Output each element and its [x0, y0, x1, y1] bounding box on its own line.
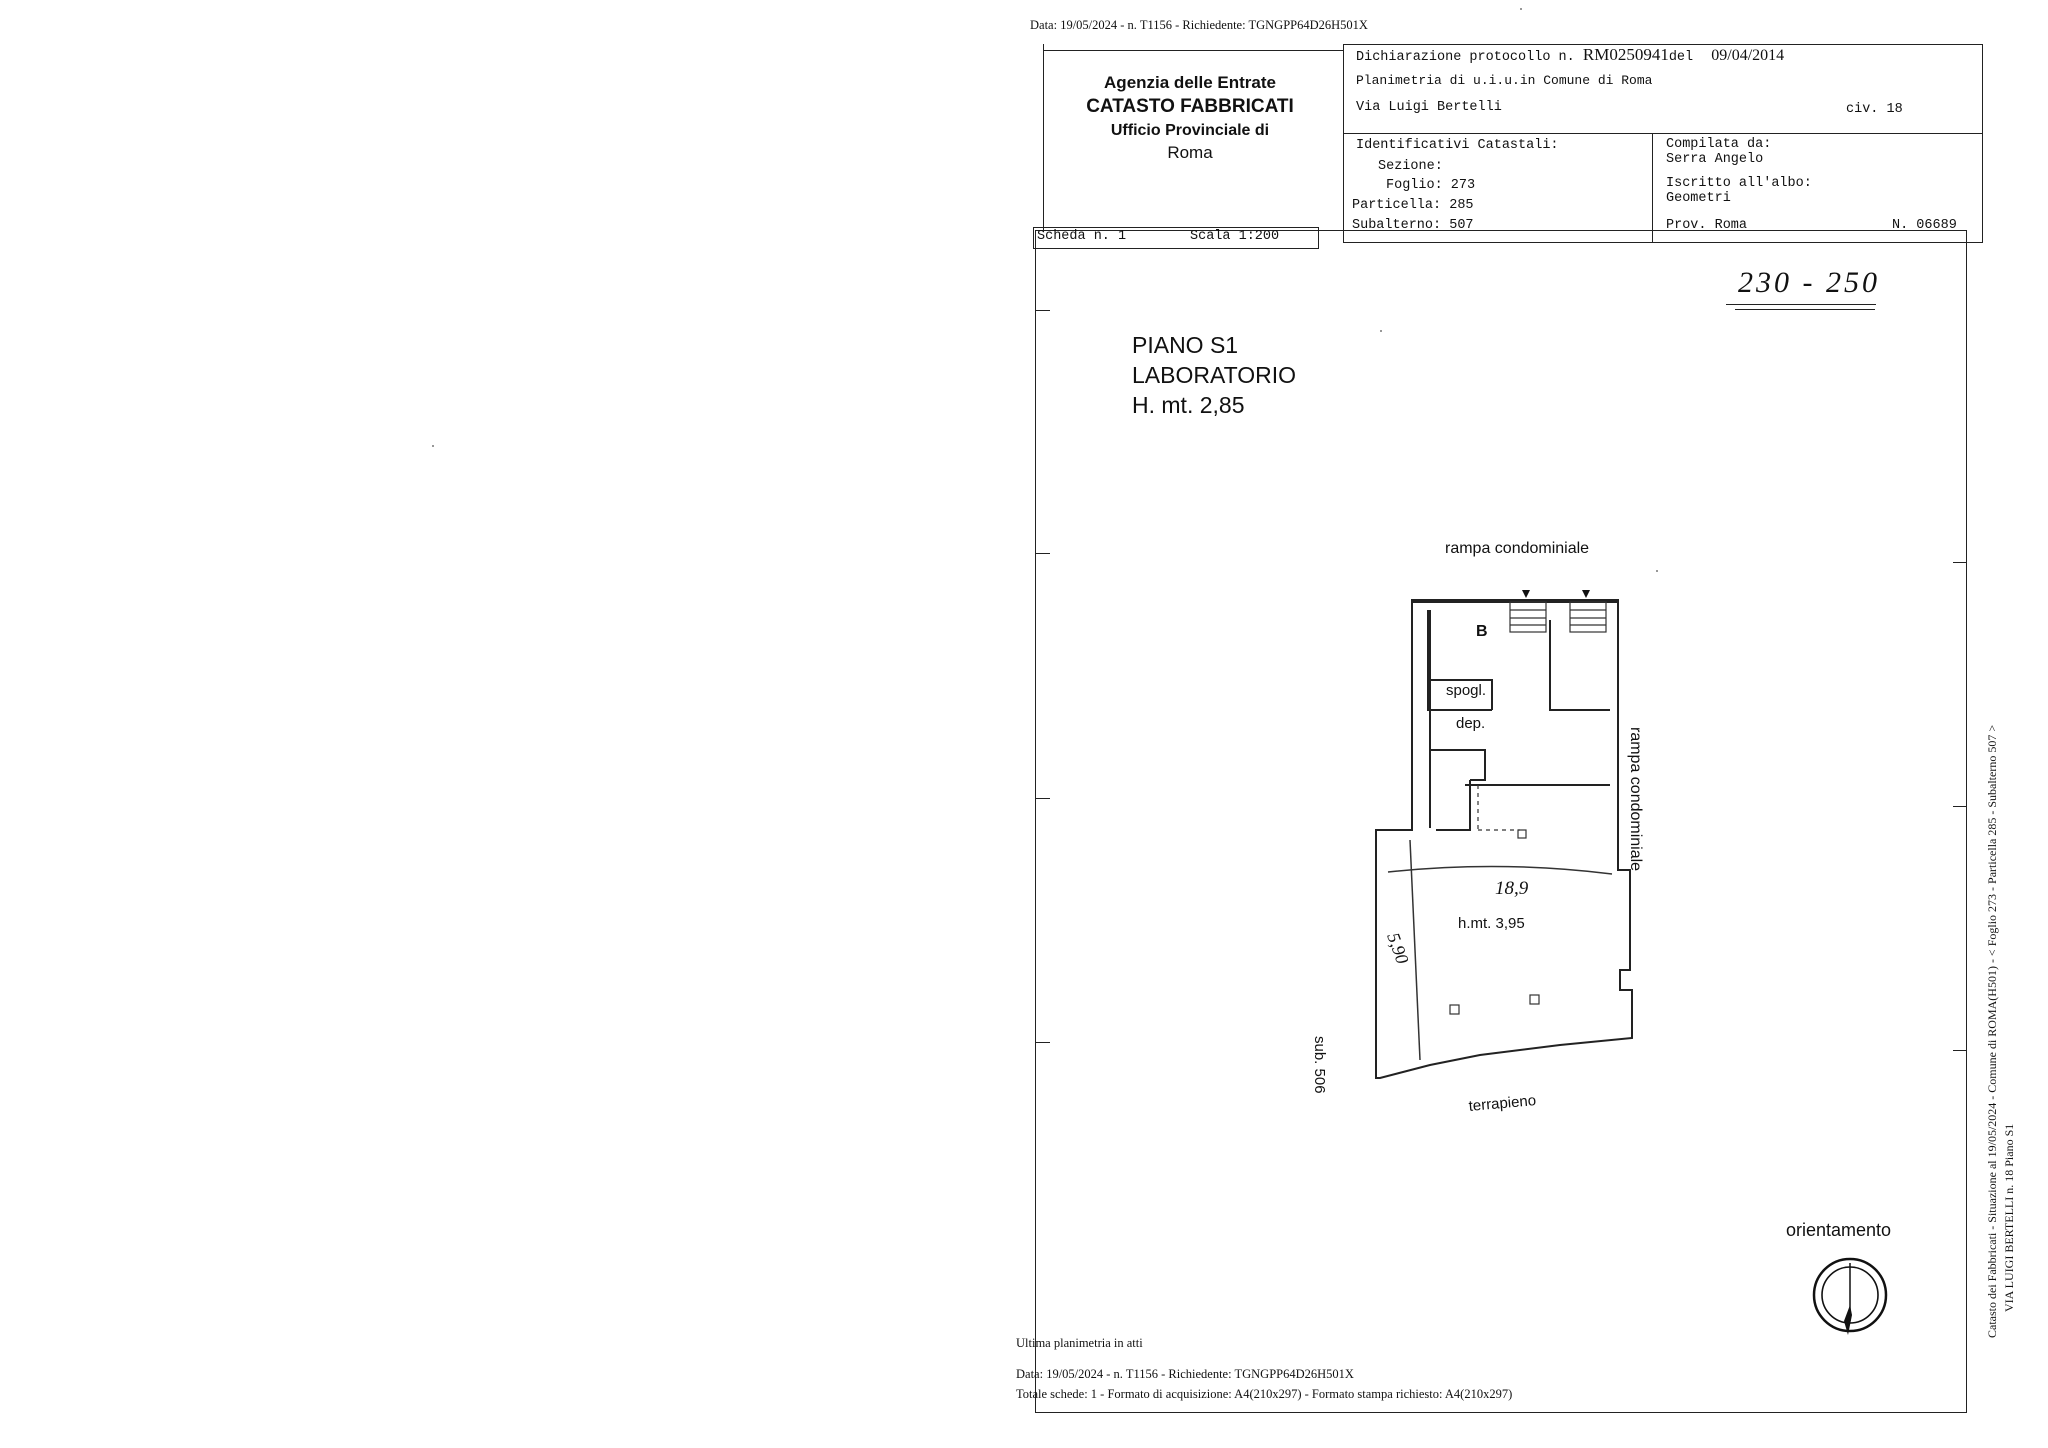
protocol-line [1356, 45, 1784, 65]
tick-mark [1036, 798, 1050, 799]
scan-speck [1656, 570, 1658, 572]
floor-block [1132, 330, 1296, 420]
scan-speck [1380, 330, 1382, 332]
scan-speck [1520, 8, 1522, 10]
compiler-number: N. 06689 [1892, 218, 1957, 233]
tick-mark [1036, 553, 1050, 554]
protocol-number: RM0250941 [1582, 45, 1669, 64]
office-line2: CATASTO FABBRICATI [1086, 96, 1294, 117]
orientation-label: orientamento [1786, 1220, 1892, 1240]
side-text-2: VIA LUIGI BERTELLI n. 18 Piano S1 [2002, 1123, 2016, 1312]
compiler-label: Compilata da: [1666, 137, 1772, 152]
scan-speck [432, 445, 434, 447]
plan-inner-wall-4 [1430, 750, 1485, 780]
handwritten-underline-2 [1735, 309, 1875, 310]
floor-line1: PIANO S1 [1132, 332, 1239, 358]
plan-stair-1 [1510, 602, 1546, 632]
left-top-border [1043, 44, 1044, 232]
plan-line: Planimetria di u.i.u.in Comune di Roma [1356, 73, 1653, 88]
scheda-scale: Scala 1:200 [1190, 229, 1280, 244]
protocol-date: 09/04/2014 [1711, 47, 1785, 64]
plan-inner-wall-7 [1550, 620, 1610, 710]
tick-mark [1953, 1050, 1967, 1051]
ids-title: Identificativi Catastali: [1356, 138, 1559, 153]
protocol-label: Dichiarazione protocollo n. [1356, 50, 1575, 65]
plan-depth-dimension [1410, 840, 1420, 1060]
label-rampa-side: rampa condominiale [1627, 727, 1644, 872]
civic-number: civ. 18 [1846, 102, 1903, 117]
label-hand-width: 18,9 [1495, 878, 1529, 899]
ids-foglio: Foglio: 273 [1386, 178, 1476, 193]
albo-label: Iscritto all'albo: [1666, 176, 1812, 191]
label-terrapieno: terrapieno [1468, 1092, 1537, 1115]
label-sub506: sub. 506 [1311, 1036, 1328, 1094]
floor-plan [1320, 590, 1650, 1080]
footer-data: Data: 19/05/2024 - n. T1156 - Richiedente: TGNGPP64D26H501X [1016, 1367, 1354, 1381]
top-border [1043, 50, 1343, 51]
label-hand-depth: 5,90 [1383, 930, 1413, 967]
compiler-name: Serra Angelo [1666, 152, 1764, 167]
label-height: h.mt. 3,95 [1458, 915, 1525, 932]
footer-ultima: Ultima planimetria in atti [1016, 1336, 1143, 1350]
compiler-province: Prov. Roma [1666, 218, 1748, 233]
plan-stair-2 [1570, 602, 1606, 632]
handwritten-note: 230 - 250 [1738, 266, 1880, 299]
floor-line3: H. mt. 2,85 [1132, 392, 1245, 418]
side-text-1: Catasto dei Fabbricati - Situazione al 19/05/2024 - Comune di ROMA(H501) - < Foglio 273 - Particella 285 - Subalterno 507 > [1985, 724, 1999, 1338]
ids-subalterno: Subalterno: 507 [1352, 218, 1474, 233]
plan-width-dimension [1388, 866, 1612, 874]
tick-mark [1953, 806, 1967, 807]
ids-particella: Particella: 285 [1352, 198, 1474, 213]
street: Via Luigi Bertelli [1356, 100, 1502, 115]
office-block [1080, 72, 1300, 164]
footer-totale: Totale schede: 1 - Formato di acquisizione: A4(210x297) - Formato stampa richiesto: A4(210x297) [1016, 1387, 1513, 1401]
del-label: del [1668, 50, 1694, 65]
floor-line2: LABORATORIO [1132, 362, 1297, 388]
label-b: B [1476, 623, 1488, 640]
plan-inner-wall-5 [1436, 780, 1470, 830]
plan-outer-wall [1376, 600, 1632, 1078]
scheda-number: Scheda n. 1 [1037, 229, 1127, 244]
tick-mark [1036, 1042, 1050, 1043]
tick-mark [1953, 562, 1967, 563]
office-line4: Roma [1167, 143, 1213, 162]
label-dep: dep. [1456, 715, 1486, 732]
header-request-line: Data: 19/05/2024 - n. T1156 - Richiedente: TGNGPP64D26H501X [1030, 18, 1368, 32]
label-rampa-top: rampa condominiale [1445, 540, 1590, 557]
office-line3: Ufficio Provinciale di [1110, 122, 1270, 139]
tick-mark [1036, 310, 1050, 311]
albo-value: Geometri [1666, 191, 1731, 206]
handwritten-underline [1726, 304, 1876, 305]
ids-sezione: Sezione: [1378, 159, 1443, 174]
north-arrow-icon [1810, 1255, 1890, 1335]
label-spogl: spogl. [1446, 682, 1487, 699]
office-line1: Agenzia delle Entrate [1104, 73, 1276, 92]
